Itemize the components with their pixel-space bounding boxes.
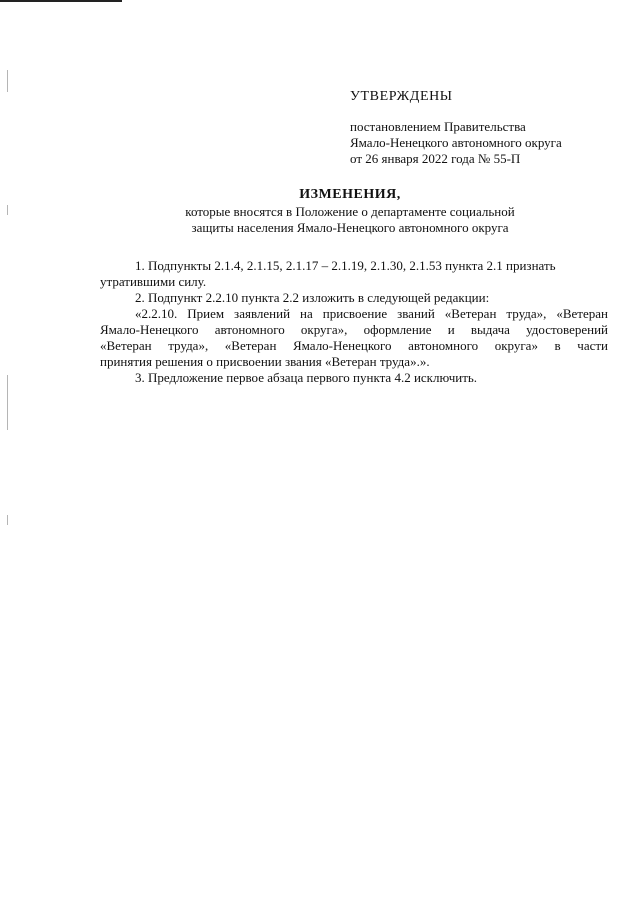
- scan-top-rule: [0, 0, 122, 2]
- scan-margin-mark: [7, 205, 8, 215]
- approval-line: от 26 января 2022 года № 55-П: [350, 151, 521, 166]
- approval-title: УТВЕРЖДЕНЫ: [350, 89, 453, 104]
- approval-line: постановлением Правительства: [350, 119, 526, 134]
- item-2-intro: 2. Подпункт 2.2.10 пункта 2.2 изложить в следующей редакции:: [135, 290, 490, 305]
- item-2-quote-line: Ямало-Ненецкого автономного округа», оформление и выдача удостоверений: [100, 322, 608, 337]
- scan-margin-mark: [7, 70, 8, 92]
- item-3-text: 3. Предложение первое абзаца первого пункта 4.2 исключить.: [135, 370, 478, 385]
- item-3: [100, 370, 608, 386]
- document-title: ИЗМЕНЕНИЯ,: [299, 187, 401, 202]
- scan-margin-mark: [7, 375, 8, 430]
- scan-margin-mark: [7, 515, 8, 525]
- approval-block: [350, 88, 620, 167]
- item-2-quote-line: «Ветеран труда», «Ветеран Ямало-Ненецкого автономного округа» в части: [100, 338, 608, 353]
- document-body: [100, 258, 608, 386]
- item-1-line: 1. Подпункты 2.1.4, 2.1.15, 2.1.17 – 2.1.19, 2.1.30, 2.1.53 пункта 2.1 признать: [135, 258, 556, 273]
- item-2-quote-line: принятия решения о присвоении звания «Ветеран труда».».: [100, 354, 430, 369]
- item-2: [100, 290, 608, 370]
- document-subtitle-line: которые вносятся в Положение о департаменте социальной: [185, 204, 515, 219]
- document-subtitle-line: защиты населения Ямало-Ненецкого автономного округа: [191, 220, 509, 235]
- approval-reference: [350, 119, 620, 167]
- document-heading: [100, 186, 600, 236]
- item-1-line: утратившими силу.: [100, 274, 207, 289]
- approval-line: Ямало-Ненецкого автономного округа: [350, 135, 562, 150]
- item-1: [100, 258, 608, 290]
- item-2-quote-line: «2.2.10. Прием заявлений на присвоение званий «Ветеран труда», «Ветеран: [135, 306, 608, 321]
